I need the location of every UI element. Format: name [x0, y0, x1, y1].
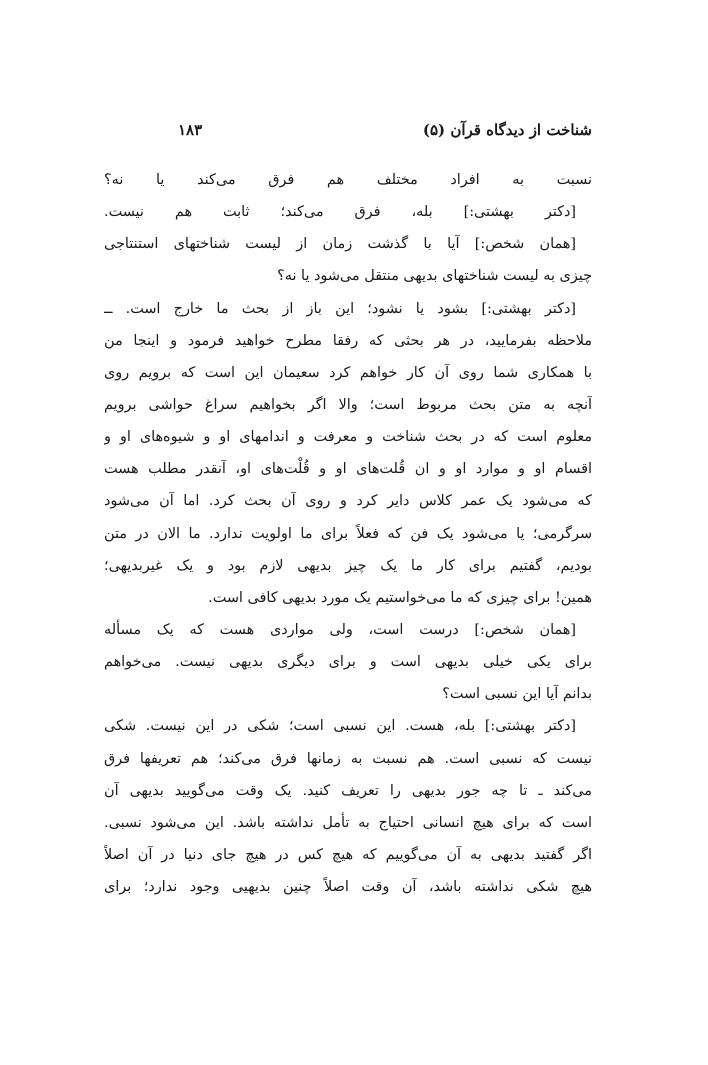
text-line: است که برای هیچ انسانی احتیاج به تأمل نداشته باشد. این می‌شود نسبی.	[104, 814, 592, 831]
text-line: بودیم، گفتیم برای کار ما یک چیز بدیهی لازم بود و یک غیربدیهی؛	[104, 557, 592, 574]
text-line: معلوم است که در بحث شناخت و معرفت و اندامهای او و شیوه‌های او و	[104, 429, 592, 446]
text-line: [دکتر بهشتی:] بله، فرق می‌کند؛ ثابت هم نیست.	[104, 204, 576, 221]
text-line: چیزی به لیست شناختهای بدیهی منتقل می‌شود یا نه؟	[277, 268, 592, 285]
text-line: نیست که نسبی است. هم نسبت به زمانها فرق می‌کند؛ هم تعریفها فرق	[104, 750, 592, 767]
text-line: برای یکی خیلی بدیهی است و برای دیگری بدیهی نیست. می‌خواهم	[104, 654, 592, 671]
text-line: اگر گفتید بدیهی به آن می‌گوییم که هیچ کس در هیچ جای دنیا در آن اصلاً	[104, 846, 592, 863]
running-head	[120, 119, 592, 141]
text-line: می‌کند ـ تا چه جور بدیهی را تعریف کنید. یک وقت می‌گویید بدیهی آن	[104, 782, 592, 799]
running-head-title: شناخت از دیدگاه قرآن (۵)	[422, 121, 592, 139]
text-line: [همان شخص:] آیا با گذشت زمان از لیست شناختهای استنتاجی	[104, 236, 576, 253]
text-line: بدانم آیا این نسبی است؟	[442, 686, 592, 703]
text-line: اقسام او و موارد او و ان قُلت‌های او و قُلْت‌های او، آنقدر مطلب هست	[104, 461, 592, 478]
text-line: با همکاری شما روی آن کار خواهم کرد سعیمان این است که برویم روی	[104, 364, 592, 381]
text-line: [دکتر بهشتی:] بله، هست. این نسبی است؛ شکی در این نیست. شکی	[104, 718, 576, 735]
text-line: [دکتر بهشتی:] بشود یا نشود؛ این باز از بحث ما خارج است. ــ	[104, 300, 576, 317]
page-number: ۱۸۳	[178, 121, 203, 139]
text-line: [همان شخص:] درست است، ولی مواردی هست که یک مسأله	[104, 621, 576, 638]
text-line: همین! برای چیزی که ما می‌خواستیم یک مورد بدیهی کافی است.	[208, 589, 592, 606]
text-line: که می‌شود یک عمر کلاس دایر کرد و روی آن بحث کرد. اما آن می‌شود	[104, 493, 592, 510]
text-line: سرگرمی؛ یا می‌شود یک فن که فعلاً برای ما اولویت ندارد. ما الان در متن	[104, 525, 592, 542]
text-line: هیچ شکی نداشته باشد، آن وقت اصلاً چنین بدیهیی وجود ندارد؛ برای	[104, 879, 592, 896]
text-line: ملاحظه بفرمایید، در هر بحثی که رفقا مطرح خواهید فرمود و اینجا من	[104, 332, 592, 349]
body-text	[104, 164, 592, 903]
text-line: نسبت به افراد مختلف هم فرق می‌کند یا نه؟	[104, 172, 592, 188]
text-line: آنچه به متن بحث مربوط است؛ والا اگر بخواهیم سراغ حواشی برویم	[104, 396, 592, 413]
